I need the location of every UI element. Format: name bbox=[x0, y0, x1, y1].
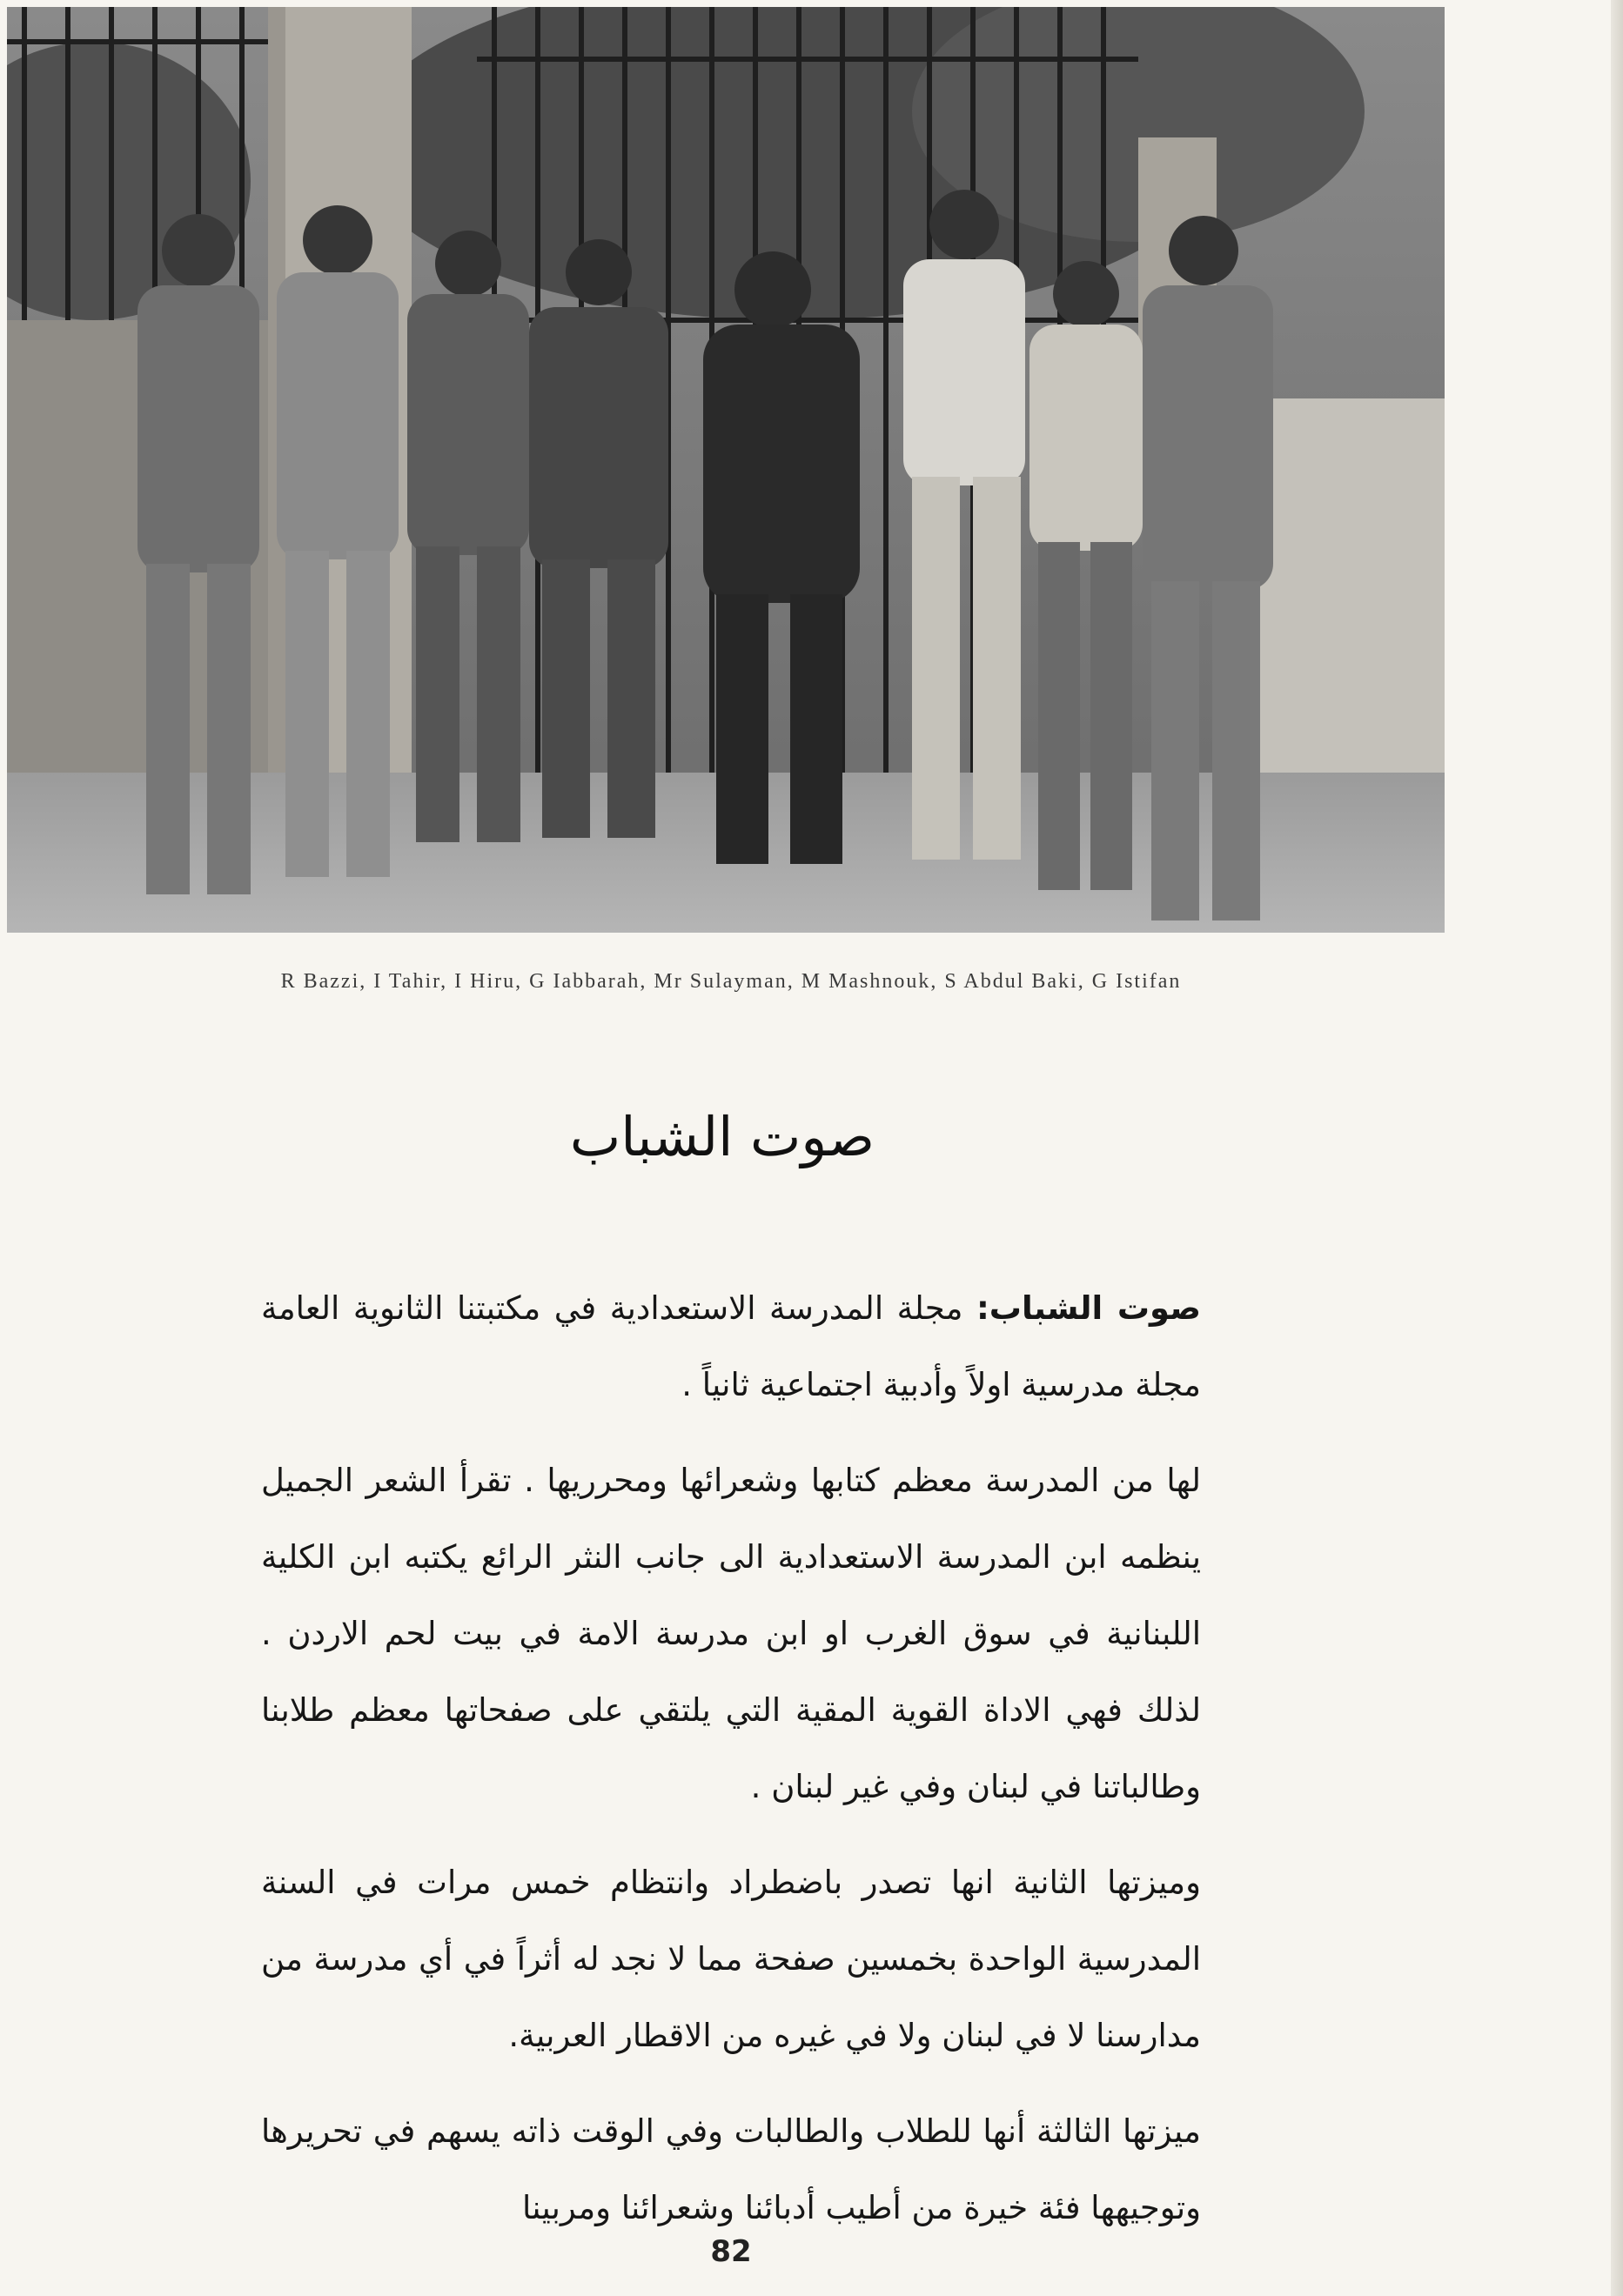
page-number: 82 bbox=[710, 2234, 752, 2269]
paragraph-text: لها من المدرسة معظم كتابها وشعرائها ومحرريها . تقرأ الشعر الجميل ينظمه ابن المدرسة الاستعدادية الى جانب النثر الرائع يكتبه ابن الكلية اللبنانية في سوق الغرب او ابن مدرسة الامة في بيت لحم الاردن . لذلك فهي الاداة القوية المقية التي يلتقي على صفحاتها معظم طلابنا وطالباتنا في لبنان وفي غير لبنان . bbox=[261, 1462, 1201, 1805]
article-body bbox=[261, 1270, 1201, 2266]
paragraph-lead: صوت الشباب: bbox=[976, 1289, 1201, 1327]
paragraph bbox=[261, 2093, 1201, 2246]
photo-caption: R Bazzi, I Tahir, I Hiru, G Iabbarah, Mr Sulayman, M Mashnouk, S Abdul Baki, G Istifan bbox=[280, 970, 1182, 993]
paragraph-text: وميزتها الثانية انها تصدر باضطراد وانتظام خمس مرات في السنة المدرسية الواحدة بخمسين صفحة مما لا نجد له أثراً في أي مدرسة من مدارسنا لا في لبنان ولا في غيره من الاقطار العربية. bbox=[261, 1864, 1201, 2054]
article-title: صوت الشباب bbox=[569, 1105, 875, 1168]
group-photograph bbox=[7, 7, 1445, 933]
paragraph-text: مجلة المدرسة الاستعدادية في مكتبتنا الثانوية العامة مجلة مدرسية اولاً وأدبية اجتماعية ثانياً . bbox=[261, 1289, 1201, 1403]
paragraph bbox=[261, 1844, 1201, 2074]
page-edge bbox=[1611, 0, 1623, 2296]
paragraph-text: ميزتها الثالثة أنها للطلاب والطالبات وفي الوقت ذاته يسهم في تحريرها وتوجيهها فئة خيرة من أطيب أدبائنا وشعرائنا ومربينا bbox=[261, 2112, 1201, 2226]
paragraph bbox=[261, 1270, 1201, 1423]
paragraph bbox=[261, 1443, 1201, 1825]
